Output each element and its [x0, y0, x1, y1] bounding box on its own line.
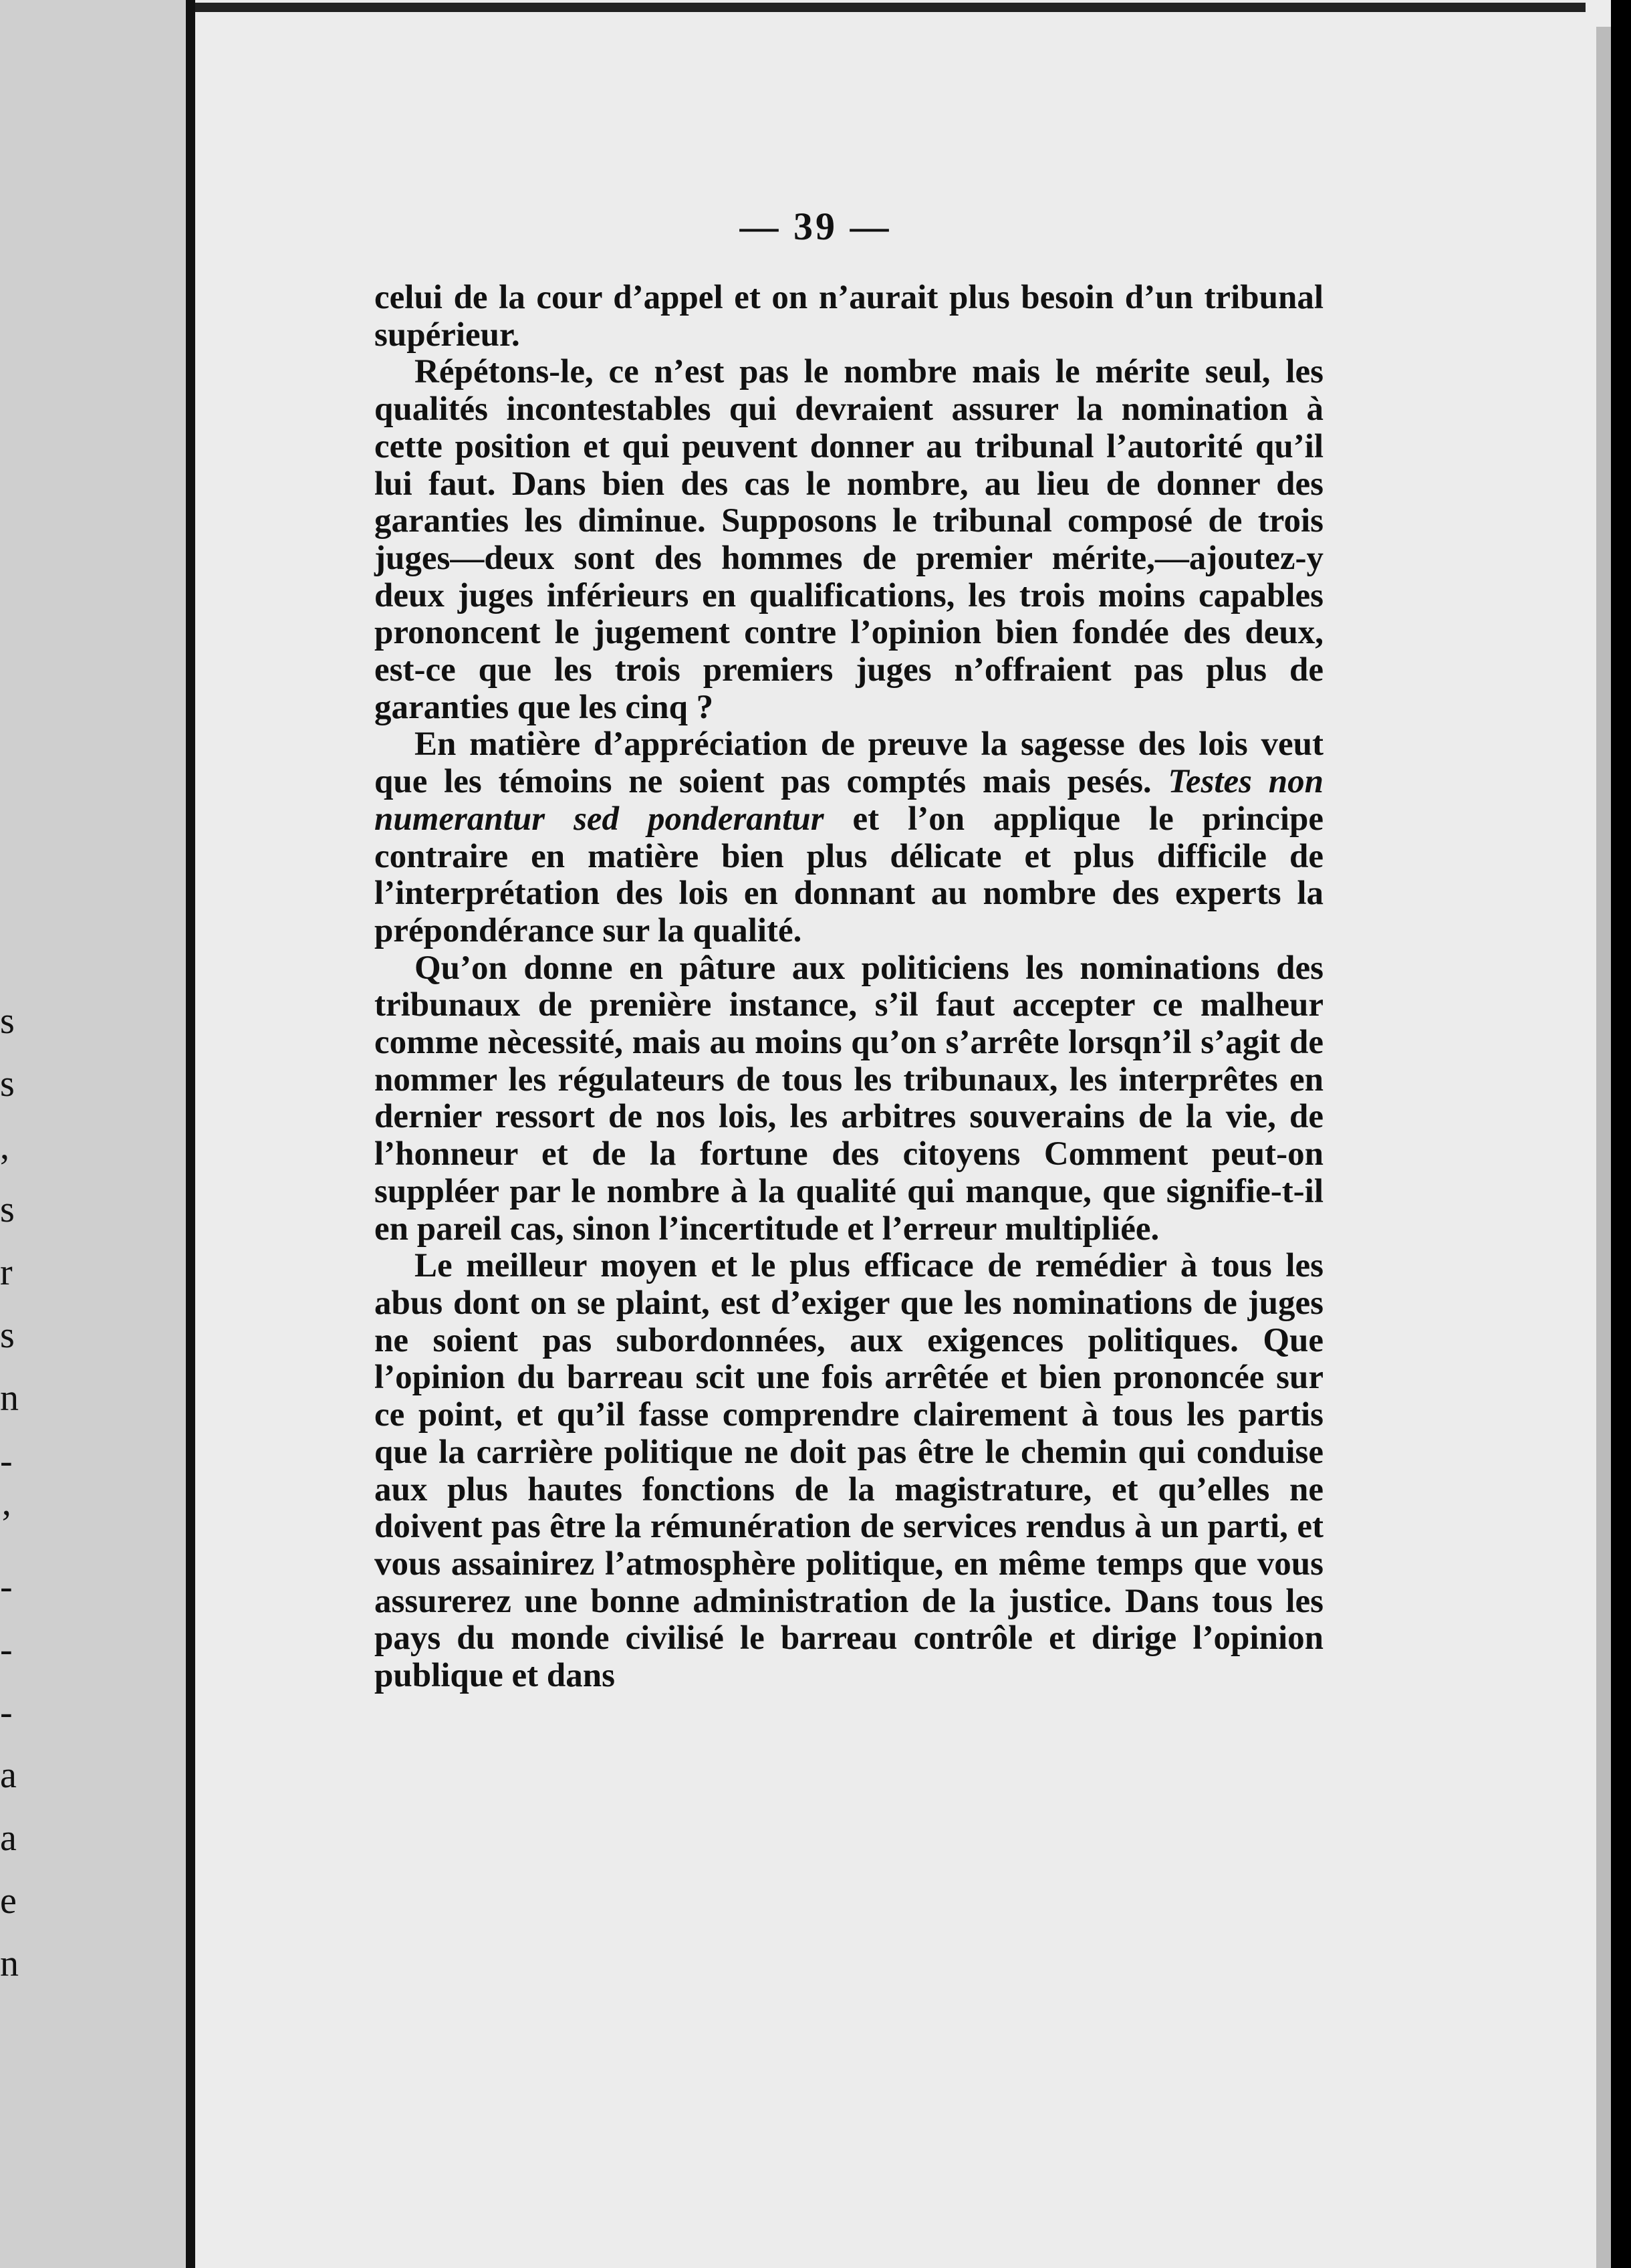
fragment: a [0, 1817, 17, 1859]
page-top-border [195, 3, 1586, 12]
latin-maxim: Testes non numerantur sed ponderantur [374, 763, 1324, 838]
binding-gutter [186, 0, 195, 2268]
fragment: n [0, 1943, 19, 1984]
fragment: , [0, 1126, 9, 1167]
fragment: r [0, 1252, 13, 1293]
body-text [374, 279, 1324, 1695]
paragraph: Qu’on donne en pâture aux politiciens les nominations des tribunaux de prenière instance, s’il faut accepter ce malheur comme nècessité, mais au moins qu’on s’arrête lorsqn’il s’agit de nommer les régulateurs de tous les tribunaux, les interprêtes en dernier ressort de nos lois, les arbitres souverains de la vie, de l’honneur et de la fortune des citoyens Comment peut-on suppléer par le nombre à la qualité qui manque, que signifie-t-il en pareil cas, sinon l’incertitude et l’erreur multipliée. [374, 949, 1324, 1248]
facing-page-text-fragments [0, 990, 20, 1995]
fragment: s [0, 1189, 15, 1230]
fragment: ’ [0, 1503, 13, 1545]
facing-page-edge [0, 0, 191, 2268]
fragment: a [0, 1754, 17, 1796]
paragraph: celui de la cour d’appel et on n’aurait plus besoin d’un tribunal supérieur. [374, 279, 1324, 354]
paragraph [374, 726, 1324, 949]
page-number: — 39 — [739, 205, 892, 248]
fragment: - [0, 1566, 13, 1607]
fragment: e [0, 1880, 17, 1922]
paragraph-text: En matière d’appréciation de preuve la sagesse des lois veut que les témoins ne soient pas comptés mais pesés. [374, 725, 1324, 801]
fragment: - [0, 1692, 13, 1733]
fragment: s [0, 1000, 15, 1042]
fragment: n [0, 1377, 19, 1419]
paragraph: Le meilleur moyen et le plus efficace de remédier à tous les abus dont on se plaint, est d’exiger que les nominations de juges ne soient pas subordonnées, aux exigences politiques. Que l’opinion du barreau scit une fois arrêtée et bien prononcée sur ce point, et qu’il fasse comprendre clairement à tous les partis que la carrière politique ne doit pas être le chemin qui conduise aux plus hautes fonctions de la magistrature, et qu’elles ne doivent pas être la rémunération de services rendus à un parti, et vous assainirez l’atmosphère politique, en même temps que vous assurerez une bonne administration de la justice. Dans tous les pays du monde civilisé le barreau contrôle et dirige l’opinion publique et dans [374, 1247, 1324, 1695]
fragment: s [0, 1315, 15, 1356]
paragraph: Répétons-le, ce n’est pas le nombre mais le mérite seul, les qualités incontestables qui devraient assurer la nomination à cette position et qui peuvent donner au tribunal l’autorité qu’il lui faut. Dans bien des cas le nombre, au lieu de donner des garanties les diminue. Supposons le tribunal composé de trois juges—deux sont des hommes de premier mérite,—ajoutez-y deux juges inférieurs en qualifications, les trois moins capables prononcent le jugement contre l’opinion bien fondée des deux, est-ce que les trois premiers juges n’offraient pas plus de garanties que les cinq ? [374, 353, 1324, 726]
fragment: - [0, 1629, 13, 1670]
paragraph-text: et l’on applique le principe contraire en matière bien plus délicate et plus difficile de l’interprétation des lois en donnant au nombre des experts la prépondérance sur la qualité. [374, 800, 1324, 949]
page-edge-shadow [1596, 27, 1611, 2268]
fragment: s [0, 1063, 15, 1105]
fragment: - [0, 1440, 13, 1482]
